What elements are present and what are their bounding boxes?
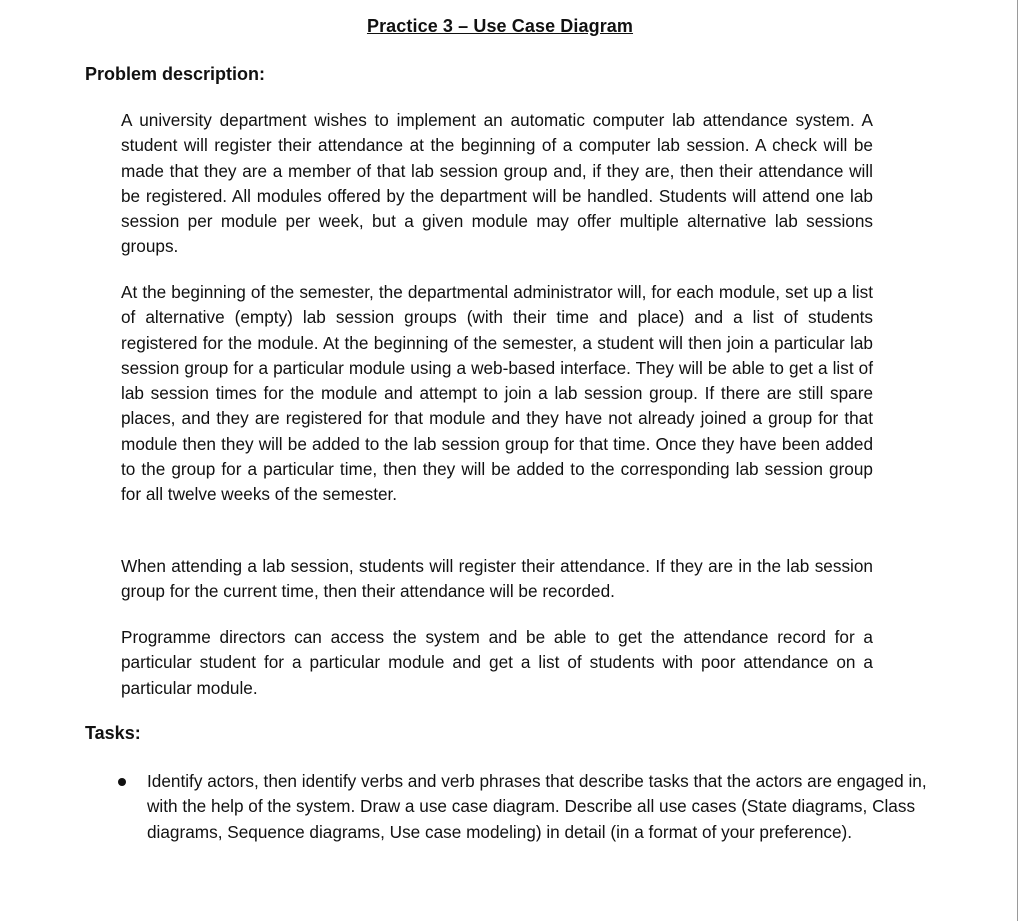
document-title: Practice 3 – Use Case Diagram (366, 16, 634, 36)
task-list-item (112, 769, 942, 845)
problem-description-heading: Problem description: (85, 64, 266, 84)
tasks-list (112, 769, 942, 845)
bullet-icon (118, 778, 126, 786)
task-text: Identify actors, then identify verbs and verb phrases that describe tasks that the actors are engaged in, with the help of the system. Draw a use case diagram. Describe all use cases (State diagrams, Class diagrams, Sequence diagrams, Use case modeling) in detail (in a format of your preference). (147, 771, 927, 842)
problem-paragraph-2: At the beginning of the semester, the departmental administrator will, for each module, set up a list of alternative (empty) lab session groups (with their time and place) and a list of students registered for the module. At the beginning of the semester, a student will then join a particular lab session group for a particular module using a web-based interface. They will be able to get a list of lab session times for the module and attempt to join a lab session group. If there are still spare places, and they are registered for that module and they have not already joined a group for that module then they will be added to the lab session group for that time. Once they have been added to the group for a particular time, then they will be added to the corresponding lab session group for all twelve weeks of the semester. (121, 282, 873, 505)
problem-paragraph-1: A university department wishes to implement an automatic computer lab attendance system. A student will register their attendance at the beginning of a computer lab session. A check will be made that they are a member of that lab session group and, if they are, then their attendance will be registered. All modules offered by the department will be handled. Students will attend one lab session per module per week, but a given module may offer multiple alternative lab sessions groups. (121, 110, 873, 257)
tasks-heading: Tasks: (85, 723, 141, 743)
problem-paragraph-4: Programme directors can access the system and be able to get the attendance record for a particular student for a particular module and get a list of students with poor attendance on a particular module. (121, 627, 873, 698)
page-edge-rule (1017, 0, 1018, 921)
problem-paragraph-3: When attending a lab session, students will register their attendance. If they are in the lab session group for the current time, then their attendance will be recorded. (121, 556, 873, 602)
